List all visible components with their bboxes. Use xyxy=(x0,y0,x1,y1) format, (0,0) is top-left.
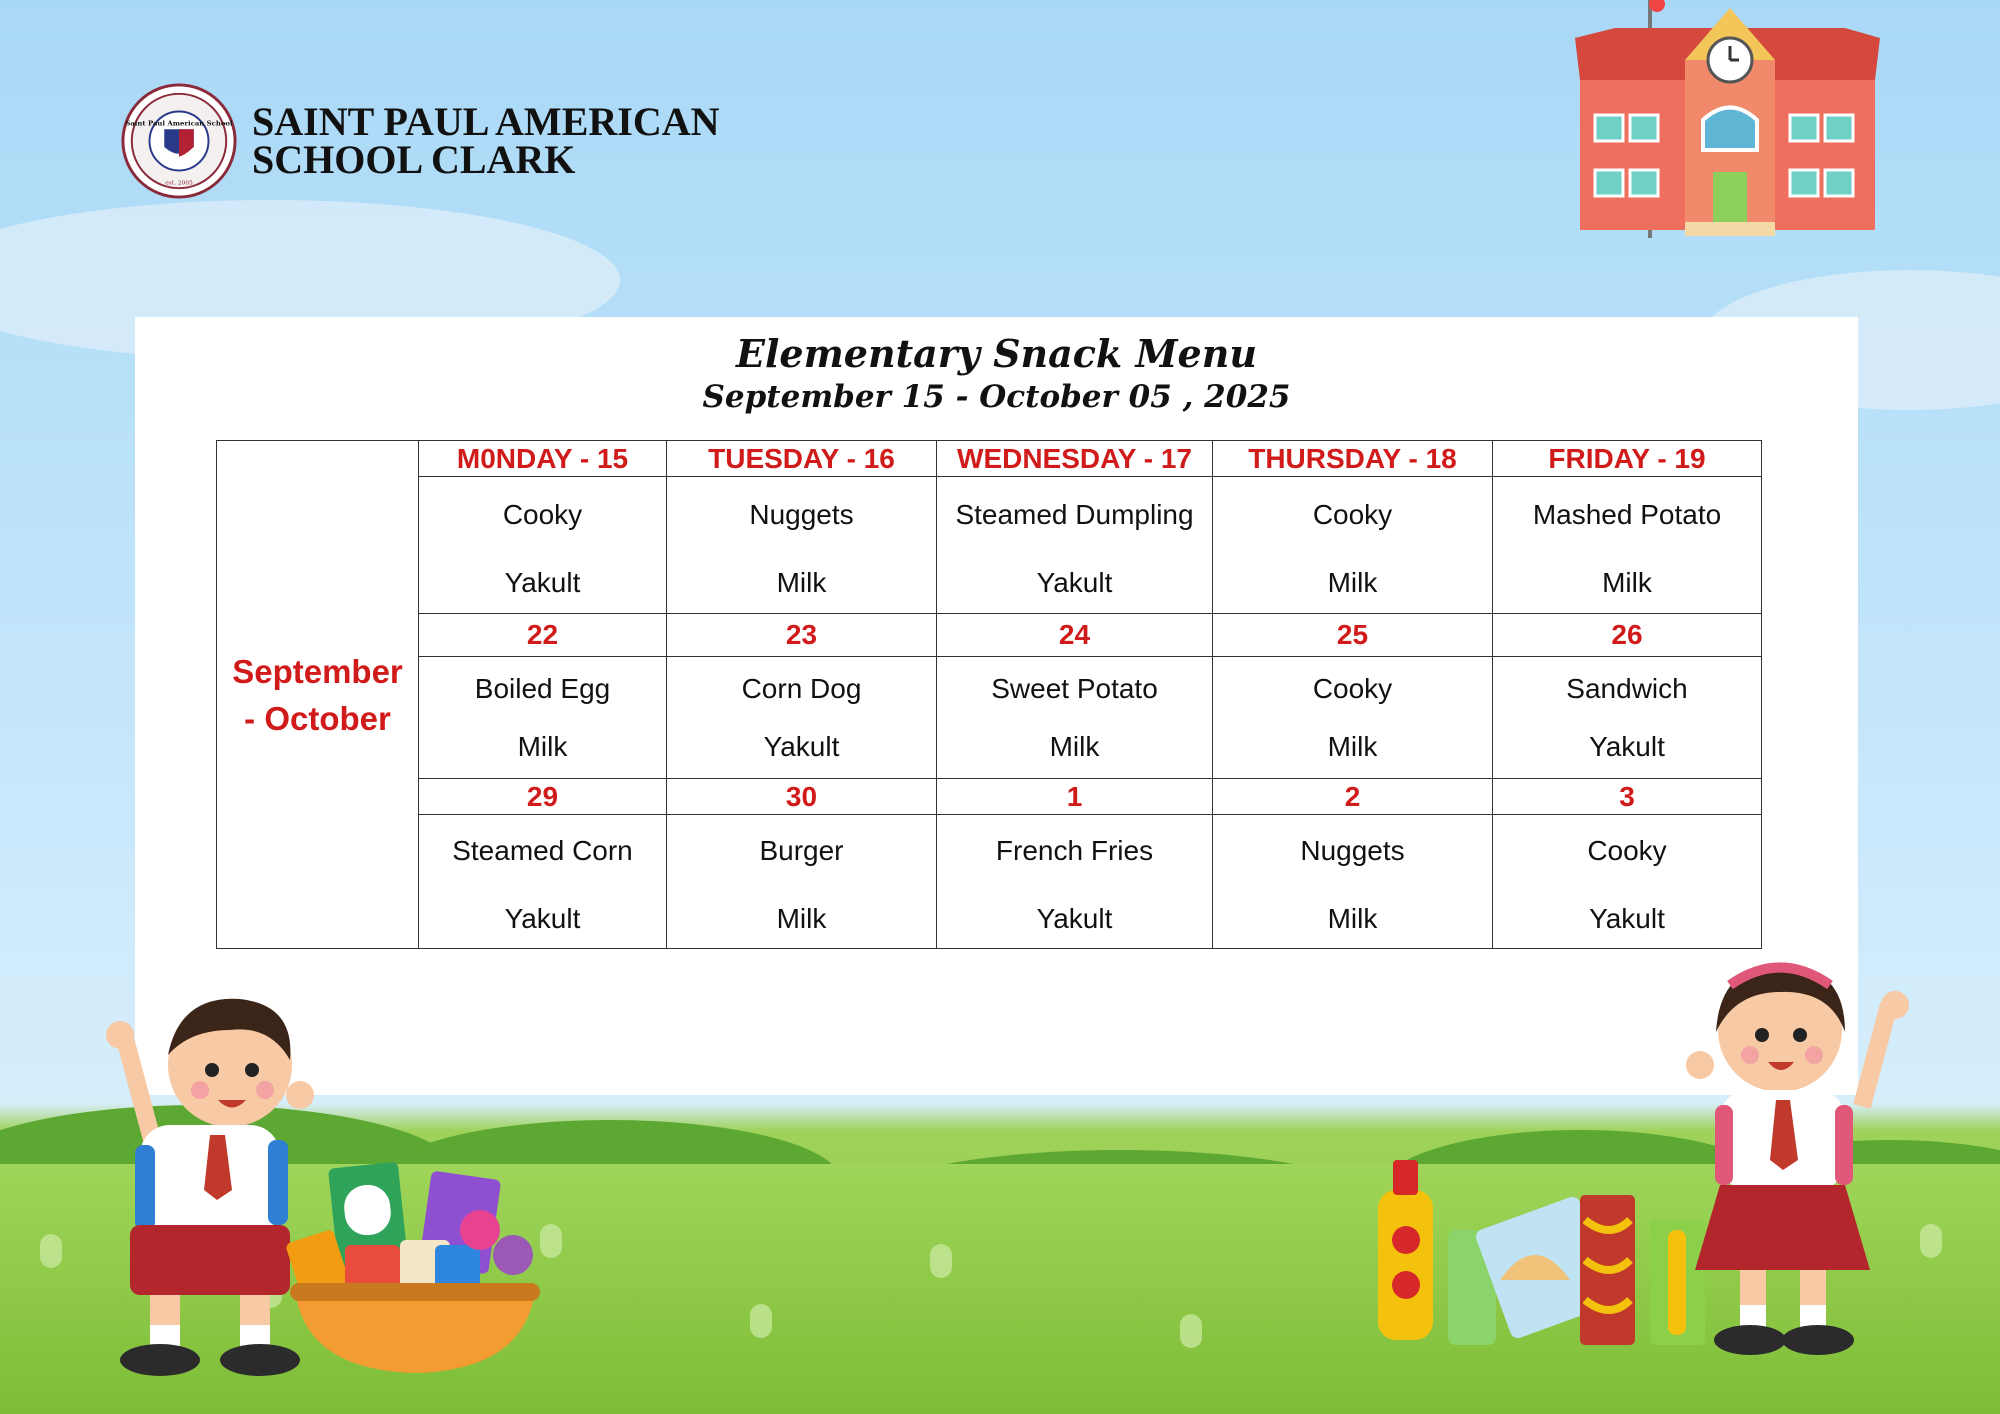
day-header-cell: 23 xyxy=(667,614,937,657)
month-label-line2: - October xyxy=(244,699,391,737)
menu-subtitle: September 15 - October 05 , 2025 xyxy=(702,379,1291,415)
snack-food: Sandwich xyxy=(1566,673,1688,704)
snack-drink: Yakult xyxy=(1589,731,1665,762)
snack-food: Steamed Corn xyxy=(452,835,633,866)
snack-cell xyxy=(1493,657,1762,779)
day-header-cell: 1 xyxy=(937,779,1213,815)
school-name xyxy=(252,99,720,182)
snack-cell xyxy=(419,657,667,779)
snack-cell xyxy=(937,657,1213,779)
snacks-drinks-icon xyxy=(1370,1150,1715,1350)
girl-student-icon xyxy=(1680,950,1930,1365)
snack-food: Burger xyxy=(759,835,844,866)
school-header xyxy=(120,82,719,200)
day-header-cell: 26 xyxy=(1493,614,1762,657)
snack-drink: Yakult xyxy=(504,567,581,598)
snack-drink: Milk xyxy=(1327,567,1378,598)
school-seal-icon xyxy=(120,82,238,200)
snack-drink: Milk xyxy=(776,567,827,598)
table-row xyxy=(217,657,1762,779)
table-row xyxy=(217,441,1762,477)
snack-drink: Milk xyxy=(1327,731,1378,762)
snack-drink: Yakult xyxy=(1589,903,1665,934)
snack-drink: Yakult xyxy=(504,903,581,934)
snack-drink: Milk xyxy=(1049,731,1100,762)
snack-menu-table xyxy=(216,440,1762,949)
snack-basket-icon xyxy=(285,1145,545,1380)
snack-food: Steamed Dumpling xyxy=(955,499,1194,530)
snack-cell xyxy=(1213,477,1493,614)
seal-est-text: est. 2005 xyxy=(165,180,193,187)
school-building-icon xyxy=(1575,0,1885,240)
school-name-line2: SCHOOL CLARK xyxy=(252,137,576,182)
day-header-cell: 25 xyxy=(1213,614,1493,657)
month-label-cell xyxy=(217,441,419,949)
day-header-cell: TUESDAY - 16 xyxy=(667,441,937,477)
snack-cell xyxy=(937,477,1213,614)
snack-cell xyxy=(1213,815,1493,949)
snack-drink: Yakult xyxy=(1036,567,1113,598)
snack-food: Nuggets xyxy=(749,499,854,530)
day-header-cell: 24 xyxy=(937,614,1213,657)
table-row xyxy=(217,614,1762,657)
day-header-cell: 29 xyxy=(419,779,667,815)
snack-food: Sweet Potato xyxy=(991,673,1158,704)
snack-cell xyxy=(667,477,937,614)
snack-cell xyxy=(1493,477,1762,614)
snack-food: Boiled Egg xyxy=(474,673,611,704)
snack-cell xyxy=(419,815,667,949)
table-row xyxy=(217,779,1762,815)
snack-cell xyxy=(667,815,937,949)
school-name-line1: SAINT PAUL AMERICAN xyxy=(252,99,720,144)
snack-drink: Yakult xyxy=(763,731,840,762)
snack-cell xyxy=(1213,657,1493,779)
snack-cell xyxy=(937,815,1213,949)
snack-food: Cooky xyxy=(502,499,583,530)
snack-food: Corn Dog xyxy=(741,673,862,704)
day-header-cell: FRIDAY - 19 xyxy=(1493,441,1762,477)
snack-food: Mashed Potato xyxy=(1532,499,1722,530)
snack-drink: Yakult xyxy=(1036,903,1113,934)
snack-food: Cooky xyxy=(1587,835,1667,866)
table-row xyxy=(217,477,1762,614)
snack-cell xyxy=(667,657,937,779)
day-header-cell: 30 xyxy=(667,779,937,815)
day-header-cell: WEDNESDAY - 17 xyxy=(937,441,1213,477)
day-header-cell: M0NDAY - 15 xyxy=(419,441,667,477)
snack-drink: Milk xyxy=(517,731,568,762)
day-header-cell: THURSDAY - 18 xyxy=(1213,441,1493,477)
snack-drink: Milk xyxy=(1327,903,1378,934)
snack-cell xyxy=(419,477,667,614)
day-header-cell: 2 xyxy=(1213,779,1493,815)
snack-drink: Milk xyxy=(1602,567,1652,598)
table-row xyxy=(217,815,1762,949)
day-header-cell: 22 xyxy=(419,614,667,657)
snack-food: French Fries xyxy=(995,835,1154,866)
snack-cell xyxy=(1493,815,1762,949)
snack-food: Cooky xyxy=(1312,673,1393,704)
menu-card xyxy=(135,317,1858,1095)
month-label-line1: September xyxy=(232,652,403,690)
snack-drink: Milk xyxy=(776,903,827,934)
seal-inner-text: Saint Paul American School xyxy=(125,119,233,128)
day-header-cell: 3 xyxy=(1493,779,1762,815)
snack-food: Cooky xyxy=(1312,499,1393,530)
snack-food: Nuggets xyxy=(1300,835,1405,866)
menu-title: Elementary Snack Menu xyxy=(736,331,1257,376)
